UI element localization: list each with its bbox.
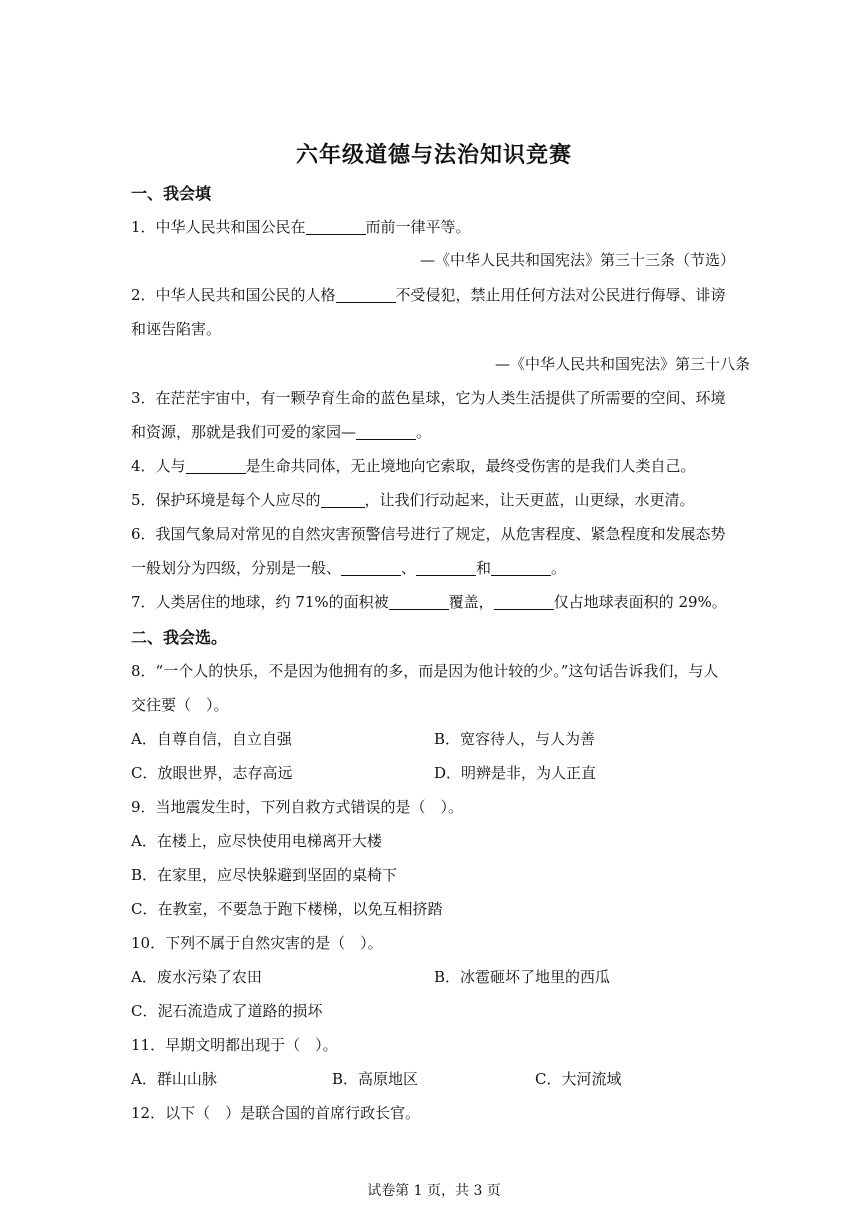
question-1-source: —《中华人民共和国宪法》第三十三条（节选） [419,251,735,269]
question-1-text-b: 而前一律平等。 [365,218,471,236]
answer-blank[interactable] [356,424,416,440]
question-9-option-c[interactable]: C．在教室，不要急于跑下楼梯，以免互相挤踏 [131,900,443,918]
question-11: 11．早期文明都出现于（ ）。 [131,1036,338,1054]
question-8-option-a[interactable]: A．自尊自信，自立自强 [131,730,292,748]
answer-blank[interactable] [491,560,551,576]
question-9-option-a[interactable]: A．在楼上，应尽快使用电梯离开大楼 [131,832,382,850]
answer-blank[interactable] [341,560,401,576]
answer-blank[interactable] [389,594,449,610]
question-2-source: —《中华人民共和国宪法》第三十八条 [494,355,750,373]
question-11-option-c[interactable]: C．大河流域 [535,1070,622,1088]
question-1-text-a: 1．中华人民共和国公民在 [131,218,306,236]
question-3-text-b: 和资源，那就是我们可爱的家园— [131,423,357,441]
question-8: 8．“一个人的快乐，不是因为他拥有的多，而是因为他计较的少。”这句话告诉我们，与人 [131,662,719,680]
question-10-option-b[interactable]: B．冰雹砸坏了地里的西瓜 [434,968,611,986]
question-7-text-c: 仅占地球表面积的 29%。 [553,593,727,611]
question-8-continuation: 交往要（ ）。 [131,696,229,714]
question-6: 6．我国气象局对常见的自然灾害预警信号进行了规定，从危害程度、紧急程度和发展态势 [131,525,726,543]
question-3-continuation [131,421,431,442]
question-11-option-a[interactable]: A．群山山脉 [131,1070,217,1088]
question-5-text-a: 5．保护环境是每个人应尽的 [131,491,321,509]
question-6-text-c: 、 [401,559,417,577]
question-1 [131,216,471,237]
question-4-text-a: 4．人与 [131,457,186,475]
question-10-option-a[interactable]: A．废水污染了农田 [131,968,262,986]
answer-blank[interactable] [186,458,246,474]
question-7-text-b: 覆盖， [448,593,494,611]
answer-blank[interactable] [321,492,365,508]
exam-title: 六年级道德与法治知识竞赛 [295,143,572,168]
question-8-option-d[interactable]: D．明辨是非，为人正直 [434,764,597,782]
question-4 [131,455,696,476]
question-8-option-b[interactable]: B．宽容待人，与人为善 [434,730,596,748]
question-6-text-b: 一般划分为四级，分别是一般、 [131,559,342,577]
question-5-text-b: ，让我们行动起来，让天更蓝，山更绿，水更清。 [364,491,695,509]
question-11-option-b[interactable]: B．高原地区 [332,1070,419,1088]
question-4-text-b: 是生命共同体，无止境地向它索取，最终受伤害的是我们人类自己。 [245,457,696,475]
question-2-text-a: 2．中华人民共和国公民的人格 [131,286,336,304]
section-heading-choice: 二、我会选。 [131,628,228,647]
question-7 [131,591,727,612]
answer-blank[interactable] [416,560,476,576]
answer-blank[interactable] [336,287,396,303]
question-6-continuation [131,557,566,578]
question-9-option-b[interactable]: B．在家里，应尽快躲避到坚固的桌椅下 [131,866,398,884]
question-8-option-c[interactable]: C．放眼世界，志存高远 [131,764,293,782]
question-9: 9．当地震发生时，下列自救方式错误的是（ ）。 [131,798,464,816]
question-5 [131,489,695,510]
page-footer: 试卷第 1 页，共 3 页 [367,1183,501,1199]
question-6-text-e: 。 [551,559,567,577]
section-heading-fill: 一、我会填 [131,184,212,203]
question-12: 12．以下（ ）是联合国的首席行政长官。 [131,1104,421,1122]
answer-blank[interactable] [306,219,366,235]
question-2 [131,284,726,305]
question-2-text-b: 不受侵犯，禁止用任何方法对公民进行侮辱、诽谤 [395,286,726,304]
question-3-text-c: 。 [416,423,432,441]
question-3: 3．在茫茫宇宙中，有一颗孕育生命的蓝色星球，它为人类生活提供了所需要的空间、环境 [131,389,726,407]
question-10: 10．下列不属于自然灾害的是（ ）。 [131,934,383,952]
question-6-text-d: 和 [476,559,492,577]
question-2-continuation: 和诬告陷害。 [131,320,222,338]
question-10-option-c[interactable]: C．泥石流造成了道路的损坏 [131,1002,323,1020]
answer-blank[interactable] [494,594,554,610]
question-7-text-a: 7．人类居住的地球，约 71%的面积被 [131,593,389,611]
